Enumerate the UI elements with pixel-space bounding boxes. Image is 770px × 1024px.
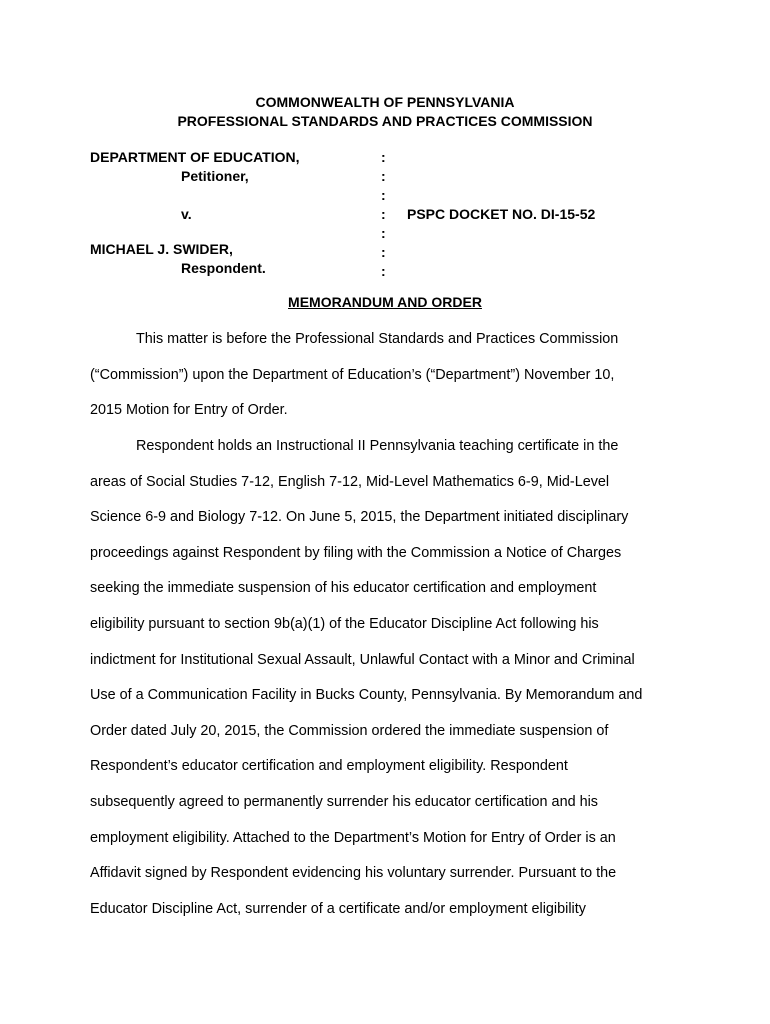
colon-mark: : xyxy=(381,206,386,222)
caption-colon-divider xyxy=(381,148,386,281)
paragraph-line: eligibility pursuant to section 9b(a)(1) of the Educator Discipline Act following his xyxy=(90,615,599,632)
paragraph-line: subsequently agreed to permanently surrender his educator certification and his xyxy=(90,793,598,810)
paragraph-line: This matter is before the Professional Standards and Practices Commission xyxy=(136,331,619,347)
paragraph-line: Respondent holds an Instructional II Pennsylvania teaching certificate in the xyxy=(136,438,619,454)
paragraph-line: proceedings against Respondent by filing with the Commission a Notice of Charges xyxy=(90,544,622,561)
paragraph-line: indictment for Institutional Sexual Assault, Unlawful Contact with a Minor and Criminal xyxy=(90,651,635,668)
petitioner-name: DEPARTMENT OF EDUCATION, xyxy=(90,149,300,165)
paragraph-line: seeking the immediate suspension of his educator certification and employment xyxy=(90,580,597,597)
colon-mark: : xyxy=(381,187,386,203)
paragraph-line: Science 6-9 and Biology 7-12. On June 5, 2015, the Department initiated disciplinary xyxy=(90,509,629,526)
paragraph-line: Affidavit signed by Respondent evidencing his voluntary surrender. Pursuant to the xyxy=(90,865,617,882)
paragraph-line: Use of a Communication Facility in Bucks County, Pennsylvania. By Memorandum and xyxy=(90,687,643,704)
paragraph-line: Educator Discipline Act, surrender of a certificate and/or employment eligibility xyxy=(90,900,586,917)
paragraph-line: (“Commission”) upon the Department of Education’s (“Department”) November 10, xyxy=(90,366,615,383)
paragraph-background xyxy=(90,429,680,927)
header-line-commonwealth: COMMONWEALTH OF PENNSYLVANIA xyxy=(255,94,515,110)
paragraph-line: Respondent’s educator certification and employment eligibility. Respondent xyxy=(90,758,568,775)
paragraph-line: Order dated July 20, 2015, the Commission ordered the immediate suspension of xyxy=(90,722,609,739)
colon-mark: : xyxy=(381,149,386,165)
versus-label: v. xyxy=(181,206,192,222)
paragraph-motion xyxy=(90,322,680,429)
respondent-name: MICHAEL J. SWIDER, xyxy=(90,241,233,257)
memorandum-title: MEMORANDUM AND ORDER xyxy=(288,294,482,310)
petitioner-role: Petitioner, xyxy=(181,168,249,184)
colon-mark: : xyxy=(381,263,386,279)
paragraph-line: areas of Social Studies 7-12, English 7-12, Mid-Level Mathematics 6-9, Mid-Level xyxy=(90,473,610,490)
header-line-commission: PROFESSIONAL STANDARDS AND PRACTICES COMMISSION xyxy=(177,113,593,129)
colon-mark: : xyxy=(381,244,386,260)
docket-number: PSPC DOCKET NO. DI-15-52 xyxy=(407,206,596,222)
paragraph-line: 2015 Motion for Entry of Order. xyxy=(90,402,288,419)
respondent-role: Respondent. xyxy=(181,260,266,276)
paragraph-line: employment eligibility. Attached to the Department’s Motion for Entry of Order is an xyxy=(90,829,616,846)
colon-mark: : xyxy=(381,168,386,184)
colon-mark: : xyxy=(381,225,386,241)
document-header xyxy=(0,93,770,131)
